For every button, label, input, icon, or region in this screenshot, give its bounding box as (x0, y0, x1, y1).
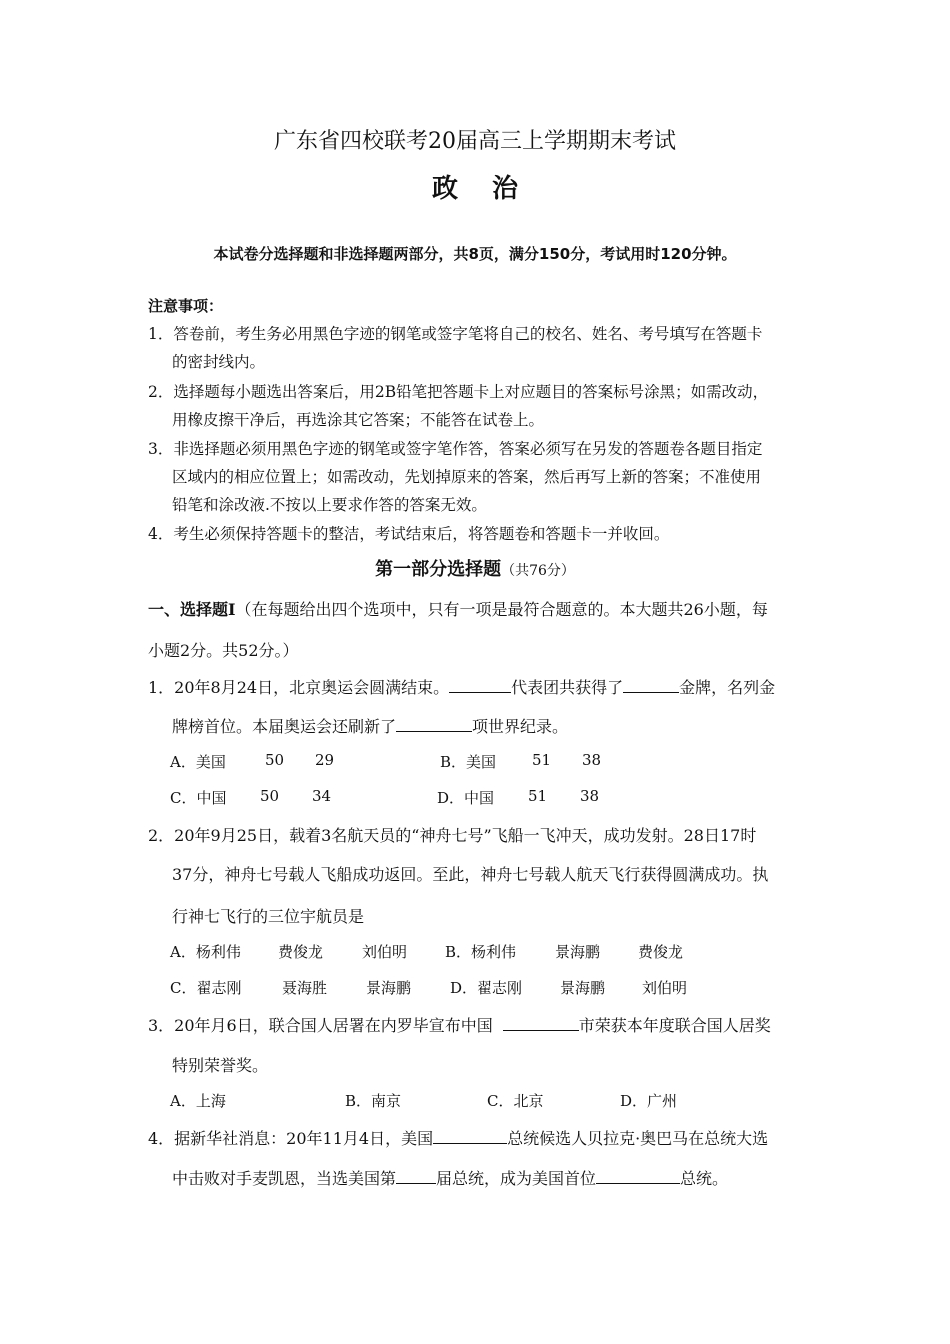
option-a: A．上海 (170, 1092, 226, 1110)
option-label: A．美国 (170, 753, 226, 771)
option-label: B．美国 (440, 753, 497, 771)
option-value: 34 (312, 787, 332, 805)
q4-text-a: 4．据新华社消息：20年11月4日，美国 (148, 1129, 434, 1148)
q4-text-c: 中击败对手麦凯恩，当选美国第 (172, 1169, 397, 1188)
option-value: 38 (582, 751, 602, 769)
option-label: B．杨利伟 (445, 943, 517, 961)
option-value: 51 (528, 787, 548, 805)
option-label: D．中国 (437, 789, 495, 807)
option-label: C．中国 (170, 789, 227, 807)
notice-line: 用橡皮擦干净后，再选涂其它答案；不能答在试卷上。 (172, 411, 545, 429)
option-label: D．翟志刚 (450, 979, 523, 997)
question-4-line-2 (172, 1166, 728, 1189)
exam-intro: 本试卷分选择题和非选择题两部分，共8页，满分150分，考试用时120分钟。 (213, 245, 737, 263)
option-value: 聂海胜 (282, 979, 328, 997)
section-title (0, 555, 950, 581)
notice-line: 4．考生必须保持答题卡的整洁，考试结束后，将答题卷和答题卡一并收回。 (148, 525, 670, 543)
q3-text-b: 市荣获本年度联合国人居奖 (578, 1016, 771, 1035)
option-c: C．北京 (487, 1092, 544, 1110)
option-value: 29 (315, 751, 335, 769)
notice-line: 2．选择题每小题选出答案后，用2B铅笔把答题卡上对应题目的答案标号涂黑；如需改动， (148, 383, 769, 401)
exam-title: 广东省四校联考20届高三上学期期末考试 (274, 129, 676, 154)
question-3-line-1 (148, 1013, 771, 1036)
notice-line: 区域内的相应位置上；如需改动，先划掉原来的答案，然后再写上新的答案；不准使用 (172, 468, 762, 486)
answer-blank (449, 678, 511, 693)
question-4-line-1 (148, 1126, 768, 1149)
option-value: 景海鹏 (366, 979, 412, 997)
q3-text-a: 3．20年月6日，联合国人居署在内罗毕宣布中国 (148, 1016, 493, 1035)
subject-title: 政治 (431, 174, 552, 204)
option-value: 51 (532, 751, 552, 769)
option-value: 费俊龙 (638, 943, 684, 961)
option-value: 50 (265, 751, 285, 769)
answer-blank (433, 1129, 507, 1144)
option-value: 50 (260, 787, 280, 805)
q4-text-d: 届总统，成为美国首位 (436, 1169, 597, 1188)
option-value: 38 (580, 787, 600, 805)
q4-text-b: 总统候选人贝拉克·奥巴马在总统大选 (507, 1129, 769, 1148)
question-2-line-1: 2．20年9月25日，载着3名航天员的“神舟七号”飞船一飞冲天，成功发射。28日17时 (148, 826, 757, 845)
group-desc: （在每题给出四个选项中，只有一项是最符合题意的。本大题共26小题，每 (235, 600, 768, 619)
section-score: （共76分） (501, 563, 575, 579)
notice-line: 3．非选择题必须用黑色字迹的钢笔或签字笔作答，答案必须写在另发的答题卷各题目指定 (148, 440, 763, 458)
question-1-line-1 (148, 675, 775, 698)
answer-blank (623, 678, 679, 693)
option-d: D．广州 (620, 1092, 678, 1110)
option-value: 景海鹏 (560, 979, 606, 997)
notice-line: 的密封线内。 (172, 353, 266, 371)
option-value: 景海鹏 (555, 943, 601, 961)
section-title-text: 第一部分选择题 (375, 559, 502, 580)
option-value: 费俊龙 (278, 943, 324, 961)
notice-heading: 注意事项： (148, 297, 224, 315)
group-instructions (148, 597, 768, 620)
q1-text-b: 代表团共获得了 (511, 678, 624, 697)
q1-text-e: 项世界纪录。 (472, 717, 569, 736)
option-value: 刘伯明 (362, 943, 408, 961)
answer-blank (503, 1016, 579, 1031)
group-label: 一、选择题Ⅰ (148, 600, 236, 619)
question-3-line-2: 特别荣誉奖。 (172, 1056, 269, 1075)
answer-blank (596, 1169, 680, 1184)
q1-text-d: 牌榜首位。本届奥运会还刷新了 (172, 717, 397, 736)
answer-blank (396, 717, 472, 732)
option-label: C．翟志刚 (170, 979, 242, 997)
question-1-line-2 (172, 714, 568, 737)
notice-line: 1．答卷前，考生务必用黑色字迹的钢笔或签字笔将自己的校名、姓名、考号填写在答题卡 (148, 325, 763, 343)
option-value: 刘伯明 (642, 979, 688, 997)
q1-text-a: 1．20年8月24日，北京奥运会圆满结束。 (148, 678, 450, 697)
notice-line: 铅笔和涂改液.不按以上要求作答的答案无效。 (172, 496, 487, 514)
group-desc-cont: 小题2分。共52分。） (148, 641, 299, 660)
question-2-line-3: 行神七飞行的三位宇航员是 (172, 907, 365, 926)
option-label: A．杨利伟 (170, 943, 241, 961)
q4-text-e: 总统。 (680, 1169, 729, 1188)
option-b: B．南京 (345, 1092, 402, 1110)
question-2-line-2: 37分，神舟七号载人飞船成功返回。至此，神舟七号载人航天飞行获得圆满成功。执 (172, 865, 769, 884)
q1-text-c: 金牌，名列金 (679, 678, 776, 697)
answer-blank (396, 1169, 436, 1184)
